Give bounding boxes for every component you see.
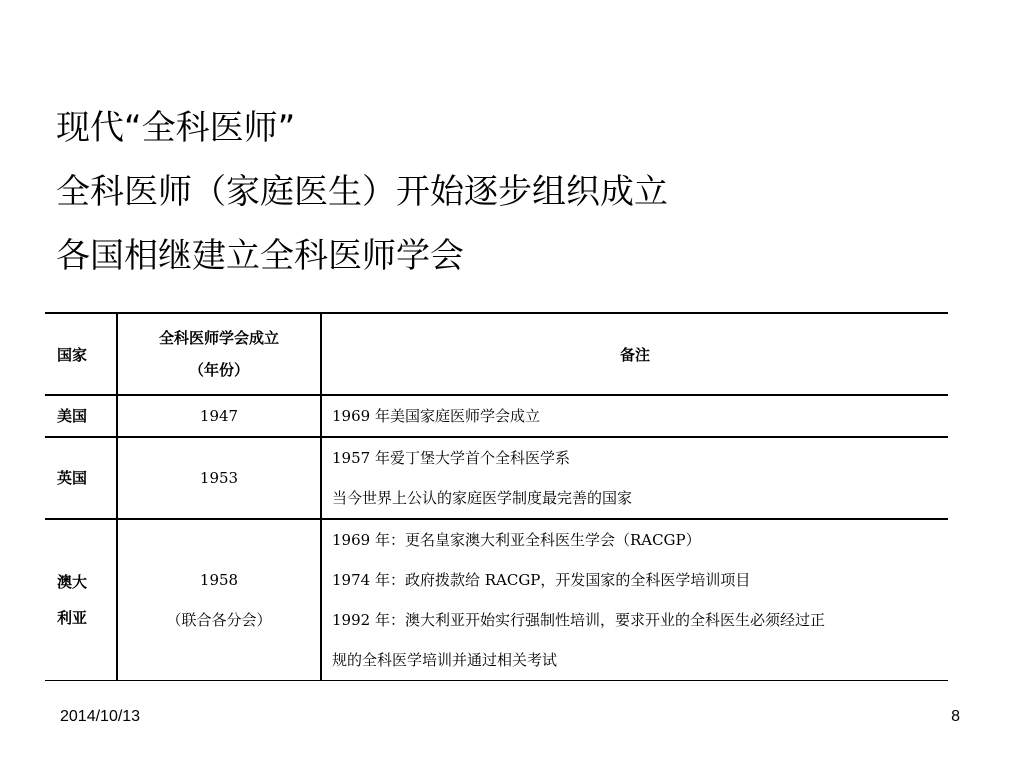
note-line: 1957 年爱丁堡大学首个全科医学系 xyxy=(332,449,570,467)
gp-society-table-container xyxy=(45,312,948,681)
country-cell xyxy=(45,395,117,437)
year-cell xyxy=(117,437,321,519)
country-name: 利亚 xyxy=(57,609,88,627)
footer-date: 2014/10/13 xyxy=(60,708,141,725)
table-row xyxy=(45,519,948,681)
heading-line-1: 现代“全科医师” xyxy=(56,108,296,148)
country-name: 美国 xyxy=(57,407,88,425)
header-year-line1: 全科医师学会成立 xyxy=(158,329,279,347)
country-name: 英国 xyxy=(57,469,88,487)
note-line: 1992 年：澳大利亚开始实行强制性培训，要求开业的全科医生必须经过正 xyxy=(332,611,825,629)
note-line: 1969 年美国家庭医师学会成立 xyxy=(332,407,540,425)
gp-society-table xyxy=(45,312,948,681)
country-cell xyxy=(45,519,117,681)
country-cell xyxy=(45,437,117,519)
table-row xyxy=(45,395,948,437)
note-line: 当今世界上公认的家庭医学制度最完善的国家 xyxy=(332,489,633,507)
heading-line-2: 全科医师（家庭医生）开始逐步组织成立 xyxy=(56,172,668,212)
year-note: （联合各分会） xyxy=(166,611,272,629)
year-cell xyxy=(117,395,321,437)
founding-year: 1947 xyxy=(199,407,239,425)
header-country: 国家 xyxy=(45,313,117,395)
header-year xyxy=(117,313,321,395)
year-cell xyxy=(117,519,321,681)
founding-year: 1953 xyxy=(199,469,239,487)
page-number: 8 xyxy=(951,708,960,725)
header-note: 备注 xyxy=(321,313,948,395)
header-year-line2: （年份） xyxy=(188,361,249,379)
founding-year: 1958 xyxy=(199,571,239,589)
slide-heading xyxy=(56,96,956,288)
note-cell xyxy=(321,519,948,681)
note-line: 1969 年：更名皇家澳大利亚全科医生学会（RACGP） xyxy=(332,531,701,549)
heading-line-3: 各国相继建立全科医师学会 xyxy=(56,236,464,276)
country-name: 澳大 xyxy=(57,573,88,591)
note-line: 1974 年：政府拨款给 RACGP，开发国家的全科医学培训项目 xyxy=(332,571,751,589)
table-body xyxy=(45,395,948,681)
table-row xyxy=(45,437,948,519)
note-line: 规的全科医学培训并通过相关考试 xyxy=(332,651,558,669)
note-cell xyxy=(321,395,948,437)
table-header-row xyxy=(45,313,948,395)
note-cell xyxy=(321,437,948,519)
